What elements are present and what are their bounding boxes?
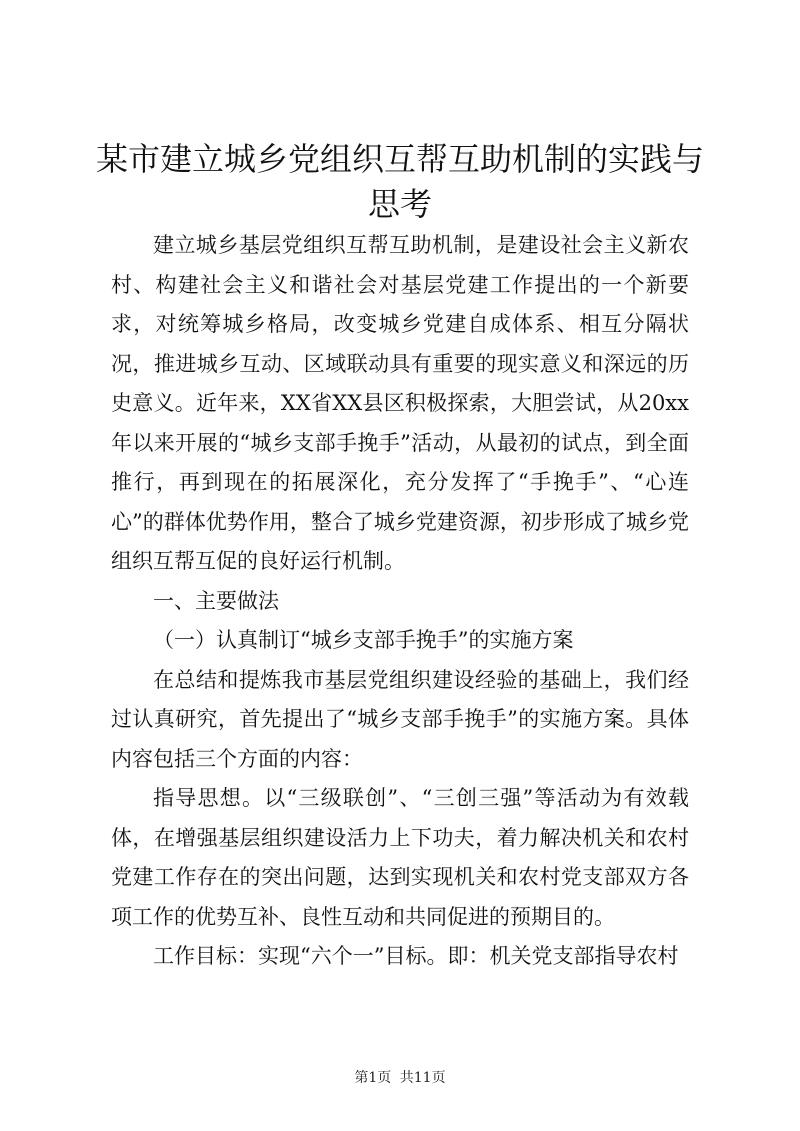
page-footer — [0, 1068, 800, 1088]
page-total: 共11页 — [399, 1070, 446, 1086]
plan-paragraph: 在总结和提炼我市基层党组织建设经验的基础上，我们经过认真研究，首先提出了“城乡支部手挽手”的实施方案。具体内容包括三个方面的内容： — [111, 667, 689, 771]
subsection-heading-implementation-plan: （一）认真制订“城乡支部手挽手”的实施方案 — [153, 628, 574, 652]
guiding-thought-paragraph: 指导思想。以“三级联创”、“三创三强”等活动为有效载体，在增强基层组织建设活力上下功夫，着力解决机关和农村党建工作存在的突出问题，达到实现机关和农村党支部双方各项工作的优势互补、良性互动和共同促进的预期目的。 — [111, 786, 689, 929]
page-number: 第1页 — [354, 1070, 392, 1086]
document-title: 某市建立城乡党组织互帮互助机制的实践与思考 — [95, 140, 704, 223]
document-body — [111, 226, 689, 977]
section-heading-main-practices: 一、主要做法 — [153, 588, 279, 613]
intro-paragraph: 建立城乡基层党组织互帮互助机制，是建设社会主义新农村、构建社会主义和谐社会对基层党建工作提出的一个新要求，对统筹城乡格局，改变城乡党建自成体系、相互分隔状况，推进城乡互动、区域联动具有重要的现实意义和深远的历史意义。近年来，XX省XX县区积极探索，大胆尝试，从20xx年以来开展的“城乡支部手挽手”活动，从最初的试点，到全面推行，再到现在的拓展深化，充分发挥了“手挽手”、“心连心”的群体优势作用，整合了城乡党建资源，初步形成了城乡党组织互帮互促的良好运行机制。 — [111, 233, 689, 573]
work-goal-paragraph: 工作目标：实现“六个一”目标。即：机关党支部指导农村 — [153, 944, 679, 968]
